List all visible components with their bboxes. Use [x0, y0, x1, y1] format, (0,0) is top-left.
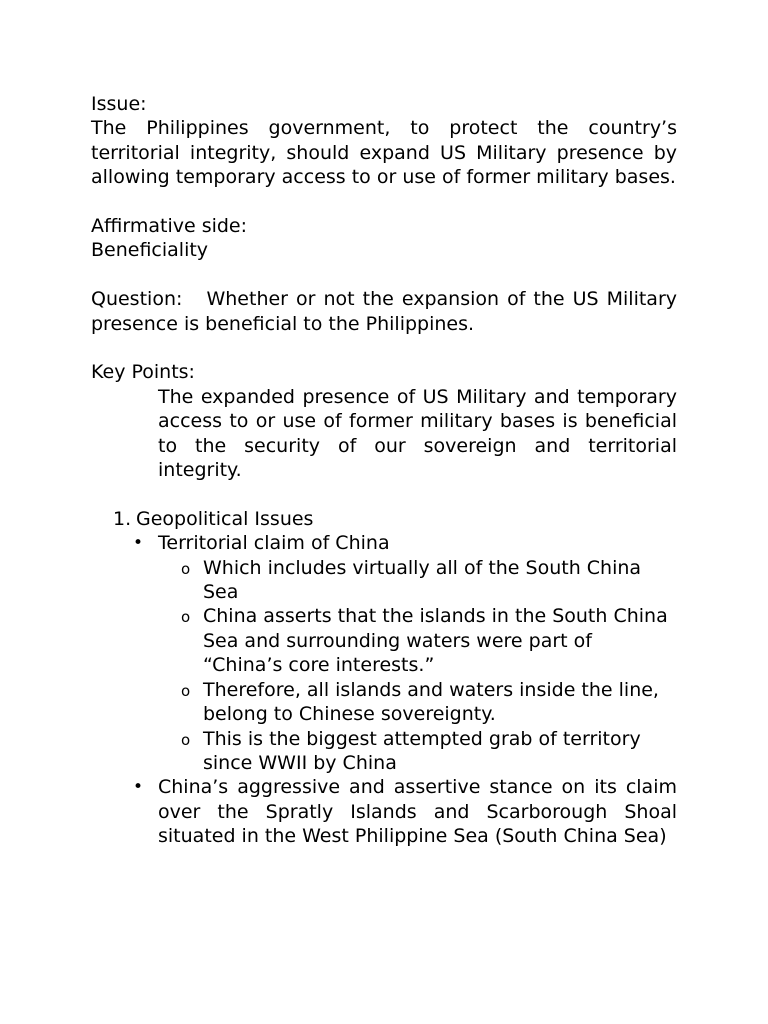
bullet-icon: • — [133, 533, 144, 554]
spacer — [91, 336, 677, 360]
circle-bullet-icon: o — [181, 559, 191, 578]
spacer — [91, 263, 677, 287]
sub-bullet-text: Therefore, all islands and waters inside the line, belong to Chinese sovereignty. — [203, 678, 659, 726]
spacer — [91, 190, 677, 214]
issue-heading: Issue: — [91, 93, 147, 115]
list-item-title: Geopolitical Issues — [136, 507, 314, 530]
list-number: 1. — [113, 507, 132, 530]
sub-bullet-item — [91, 678, 677, 727]
document-page — [91, 92, 677, 849]
sub-bullet-item — [91, 727, 677, 776]
bullet-icon: • — [133, 777, 144, 798]
sub-bullet-text: This is the biggest attempted grab of territory since WWII by China — [203, 727, 641, 774]
key-points-text: The expanded presence of US Military and temporary access to or use of former military bases is beneficial to the security of our sovereign and territorial integrity. — [158, 385, 677, 482]
circle-bullet-icon: o — [181, 608, 191, 627]
circle-bullet-icon: o — [181, 681, 191, 700]
bullet-text: Territorial claim of China — [158, 532, 390, 555]
bullet-text: China’s aggressive and assertive stance on its claim over the Spratly Islands and Scarborough Shoal situated in the West Philippine Sea (South China Sea) — [158, 776, 677, 848]
bullet-item — [91, 531, 677, 555]
sub-bullet-item — [91, 556, 677, 605]
question-text: Question: Whether or not the expansion of the US Military presence is beneficial to the Philippines. — [91, 288, 677, 335]
sub-bullet-item — [91, 604, 677, 677]
sub-bullet-text: Which includes virtually all of the South China Sea — [203, 556, 642, 604]
affirmative-value: Beneficiality — [91, 239, 209, 262]
sub-bullet-text: China asserts that the islands in the South China Sea and surrounding waters were part of “China’s core interests.” — [203, 605, 668, 677]
key-points-heading: Key Points: — [91, 361, 195, 384]
numbered-list-item — [91, 507, 677, 531]
affirmative-heading: Affirmative side: — [91, 215, 248, 238]
circle-bullet-icon: o — [181, 730, 191, 749]
bullet-item — [91, 775, 677, 848]
spacer — [91, 482, 677, 506]
issue-text: The Philippines government, to protect the country’s territorial integrity, should expand US Military presence by allowing temporary access to or use of former military bases. — [91, 117, 677, 189]
